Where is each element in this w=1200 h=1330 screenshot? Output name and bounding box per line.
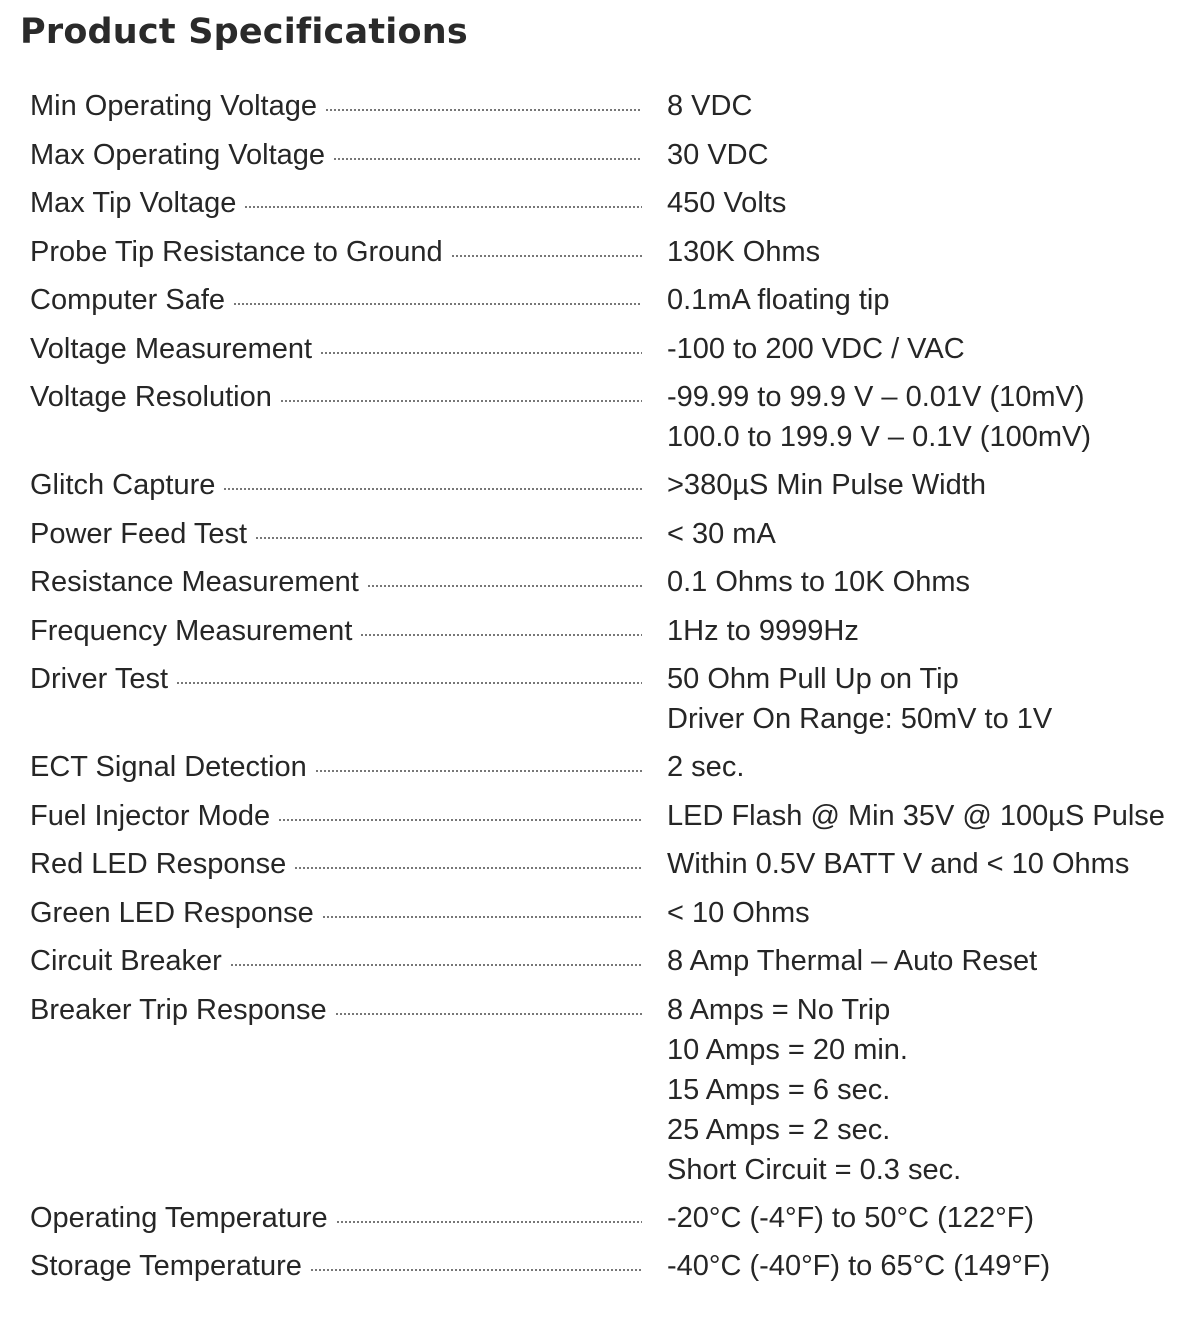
dot-leader <box>325 109 642 111</box>
spec-values <box>667 1194 1180 1243</box>
spec-label: Frequency Measurement <box>30 614 353 647</box>
spec-value: 25 Amps = 2 sec. <box>667 1113 891 1146</box>
spec-value: 50 Ohm Pull Up on Tip <box>667 663 959 695</box>
spec-row <box>30 510 1180 559</box>
spec-value: 8 Amp Thermal – Auto Reset <box>667 945 1038 977</box>
dot-leader <box>451 255 642 257</box>
spec-row <box>30 607 1180 656</box>
dot-leader <box>335 1013 642 1015</box>
spec-value: < 10 Ohms <box>667 896 810 929</box>
spec-value: 8 VDC <box>667 90 753 122</box>
dot-leader <box>230 964 642 966</box>
spec-values <box>667 889 1180 938</box>
dot-leader <box>278 819 642 821</box>
spec-row <box>30 1242 1180 1291</box>
spec-values <box>667 986 1180 1194</box>
spec-row <box>30 228 1180 277</box>
spec-value: 8 Amps = No Trip <box>667 993 891 1026</box>
spec-values <box>667 373 1180 461</box>
spec-values <box>667 743 1180 792</box>
spec-values <box>667 179 1180 228</box>
spec-label-cell <box>30 461 642 510</box>
dot-leader <box>294 867 642 869</box>
dot-leader <box>255 537 642 539</box>
spec-value: 450 Volts <box>667 187 787 219</box>
spec-label-cell <box>30 1194 642 1243</box>
spec-label: Breaker Trip Response <box>30 993 327 1026</box>
spec-values <box>667 131 1180 180</box>
spec-value: 100.0 to 199.9 V – 0.1V (100mV) <box>667 421 1091 453</box>
spec-label-cell <box>30 276 642 325</box>
spec-values <box>667 276 1180 325</box>
spec-row <box>30 276 1180 325</box>
spec-values <box>667 510 1180 559</box>
spec-row <box>30 889 1180 938</box>
spec-value: LED Flash @ Min 35V @ 100µS Pulse <box>667 799 1165 832</box>
spec-value: -20°C (-4°F) to 50°C (122°F) <box>667 1201 1035 1234</box>
spec-list <box>30 82 1180 1291</box>
spec-label: Resistance Measurement <box>30 566 359 598</box>
spec-label: Red LED Response <box>30 848 287 880</box>
spec-label-cell <box>30 743 642 792</box>
spec-row <box>30 840 1180 889</box>
spec-values <box>667 840 1180 889</box>
spec-label: ECT Signal Detection <box>30 751 307 783</box>
spec-label-cell <box>30 792 642 841</box>
spec-value: 1Hz to 9999Hz <box>667 614 859 647</box>
spec-row <box>30 131 1180 180</box>
spec-value: 0.1 Ohms to 10K Ohms <box>667 566 971 598</box>
dot-leader <box>223 488 642 490</box>
spec-row <box>30 792 1180 841</box>
spec-label-cell <box>30 937 642 986</box>
spec-label-cell <box>30 840 642 889</box>
dot-leader <box>244 206 642 208</box>
spec-row <box>30 558 1180 607</box>
spec-label-cell <box>30 228 642 277</box>
spec-values <box>667 655 1180 743</box>
spec-values <box>667 461 1180 510</box>
spec-value: 0.1mA floating tip <box>667 284 890 316</box>
dot-leader <box>336 1221 642 1223</box>
spec-label: Min Operating Voltage <box>30 90 317 122</box>
spec-label: Circuit Breaker <box>30 945 222 977</box>
spec-row <box>30 1194 1180 1243</box>
spec-label-cell <box>30 889 642 938</box>
spec-label-cell <box>30 131 642 180</box>
spec-value: >380µS Min Pulse Width <box>667 469 986 501</box>
spec-row <box>30 179 1180 228</box>
spec-label-cell <box>30 82 642 131</box>
spec-value: Within 0.5V BATT V and < 10 Ohms <box>667 848 1130 880</box>
spec-value: -40°C (-40°F) to 65°C (149°F) <box>667 1250 1051 1282</box>
spec-value: Short Circuit = 0.3 sec. <box>667 1153 962 1186</box>
spec-label-cell <box>30 986 642 1035</box>
page-title: Product Specifications <box>20 12 468 52</box>
dot-leader <box>320 352 642 354</box>
spec-label: Operating Temperature <box>30 1201 328 1234</box>
spec-values <box>667 607 1180 656</box>
spec-value: 10 Amps = 20 min. <box>667 1033 908 1066</box>
spec-value: -99.99 to 99.9 V – 0.01V (10mV) <box>667 381 1085 413</box>
dot-leader <box>333 158 642 160</box>
dot-leader <box>315 770 642 772</box>
spec-label-cell <box>30 1242 642 1291</box>
dot-leader <box>322 916 642 918</box>
spec-label: Fuel Injector Mode <box>30 799 271 832</box>
spec-label: Max Tip Voltage <box>30 187 237 219</box>
spec-value: 130K Ohms <box>667 235 821 268</box>
spec-label: Glitch Capture <box>30 469 216 501</box>
spec-label-cell <box>30 655 642 704</box>
spec-label-cell <box>30 325 642 374</box>
spec-label: Green LED Response <box>30 896 314 929</box>
spec-label: Voltage Measurement <box>30 332 313 365</box>
spec-value: Driver On Range: 50mV to 1V <box>667 703 1053 735</box>
spec-label: Storage Temperature <box>30 1250 302 1282</box>
dot-leader <box>360 634 642 636</box>
spec-row <box>30 325 1180 374</box>
spec-label-cell <box>30 510 642 559</box>
spec-row <box>30 461 1180 510</box>
dot-leader <box>233 303 642 305</box>
spec-values <box>667 228 1180 277</box>
spec-row <box>30 373 1180 461</box>
spec-values <box>667 558 1180 607</box>
dot-leader <box>176 682 642 684</box>
spec-values <box>667 792 1180 841</box>
dot-leader <box>310 1269 642 1271</box>
spec-label-cell <box>30 607 642 656</box>
spec-label: Computer Safe <box>30 284 226 316</box>
spec-row <box>30 986 1180 1194</box>
spec-label: Voltage Resolution <box>30 381 272 413</box>
spec-value: < 30 mA <box>667 517 776 550</box>
spec-label: Probe Tip Resistance to Ground <box>30 235 443 268</box>
spec-row <box>30 743 1180 792</box>
spec-value: 2 sec. <box>667 751 745 783</box>
spec-values <box>667 325 1180 374</box>
spec-values <box>667 937 1180 986</box>
dot-leader <box>367 585 642 587</box>
spec-label: Max Operating Voltage <box>30 138 326 171</box>
spec-values <box>667 1242 1180 1291</box>
spec-label-cell <box>30 558 642 607</box>
spec-row <box>30 655 1180 743</box>
spec-row <box>30 82 1180 131</box>
spec-row <box>30 937 1180 986</box>
spec-label-cell <box>30 179 642 228</box>
spec-label: Power Feed Test <box>30 517 248 550</box>
spec-value: -100 to 200 VDC / VAC <box>667 332 965 365</box>
spec-label: Driver Test <box>30 663 169 695</box>
spec-value: 15 Amps = 6 sec. <box>667 1073 891 1106</box>
dot-leader <box>280 400 642 402</box>
spec-value: 30 VDC <box>667 138 769 171</box>
spec-values <box>667 82 1180 131</box>
spec-label-cell <box>30 373 642 422</box>
